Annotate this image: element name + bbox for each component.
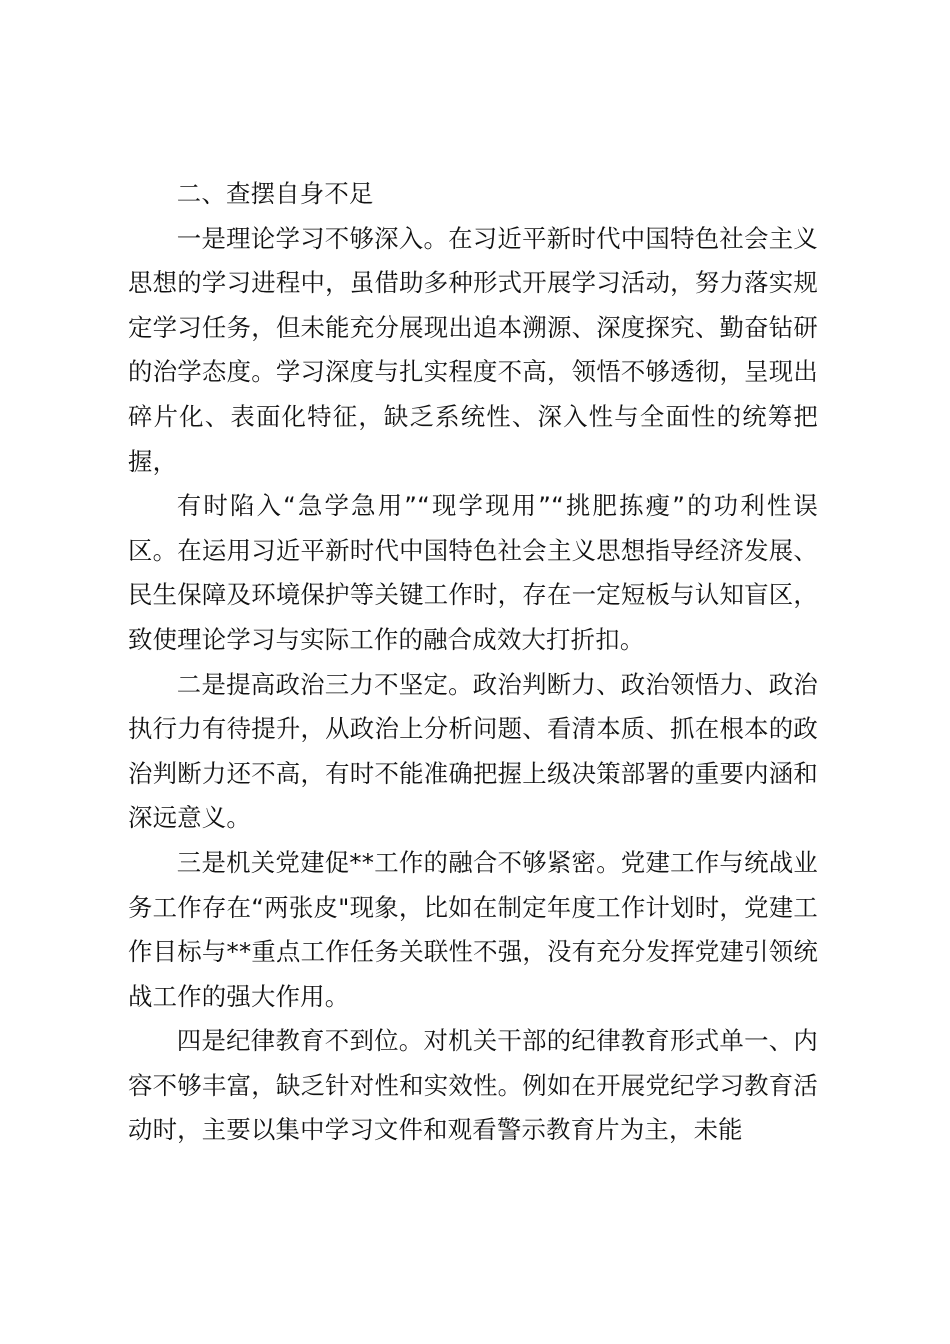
paragraph-discipline-education: 四是纪律教育不到位。对机关干部的纪律教育形式单一、内容不够丰富，缺乏针对性和实效性。例如在开展党纪学习教育活动时，主要以集中学习文件和观看警示教育片为主，未能 [128,1026,818,1145]
paragraph-theory-study: 一是理论学习不够深入。在习近平新时代中国特色社会主义思想的学习进程中，虽借助多种形式开展学习活动，努力落实规定学习任务，但未能充分展现出追本溯源、深度探究、勤奋钻研的治学态度。学习深度与扎实程度不高，领悟不够透彻，呈现出碎片化、表面化特征，缺乏系统性、深入性与全面性的统筹把握， [128,223,818,476]
document-body [128,172,818,1153]
paragraph-utilitarian-misconception: 有时陷入“急学急用”“现学现用”“挑肥拣瘦”的功利性误区。在运用习近平新时代中国特色社会主义思想指导经济发展、民生保障及环境保护等关键工作时，存在一定短板与认知盲区，致使理论学习与实际工作的融合成效大打折扣。 [128,491,818,654]
paragraph-party-building-integration: 三是机关党建促**工作的融合不够紧密。党建工作与统战业务工作存在“两张皮"现象，比如在制定年度工作计划时，党建工作目标与**重点工作任务关联性不强，没有充分发挥党建引领统战工作的强大作用。 [128,847,818,1011]
section-heading: 二、查摆自身不足 [176,179,374,208]
paragraph-political-abilities: 二是提高政治三力不坚定。政治判断力、政治领悟力、政治执行力有待提升，从政治上分析问题、看清本质、抓在根本的政治判断力还不高，有时不能准确把握上级决策部署的重要内涵和深远意义。 [128,669,818,833]
